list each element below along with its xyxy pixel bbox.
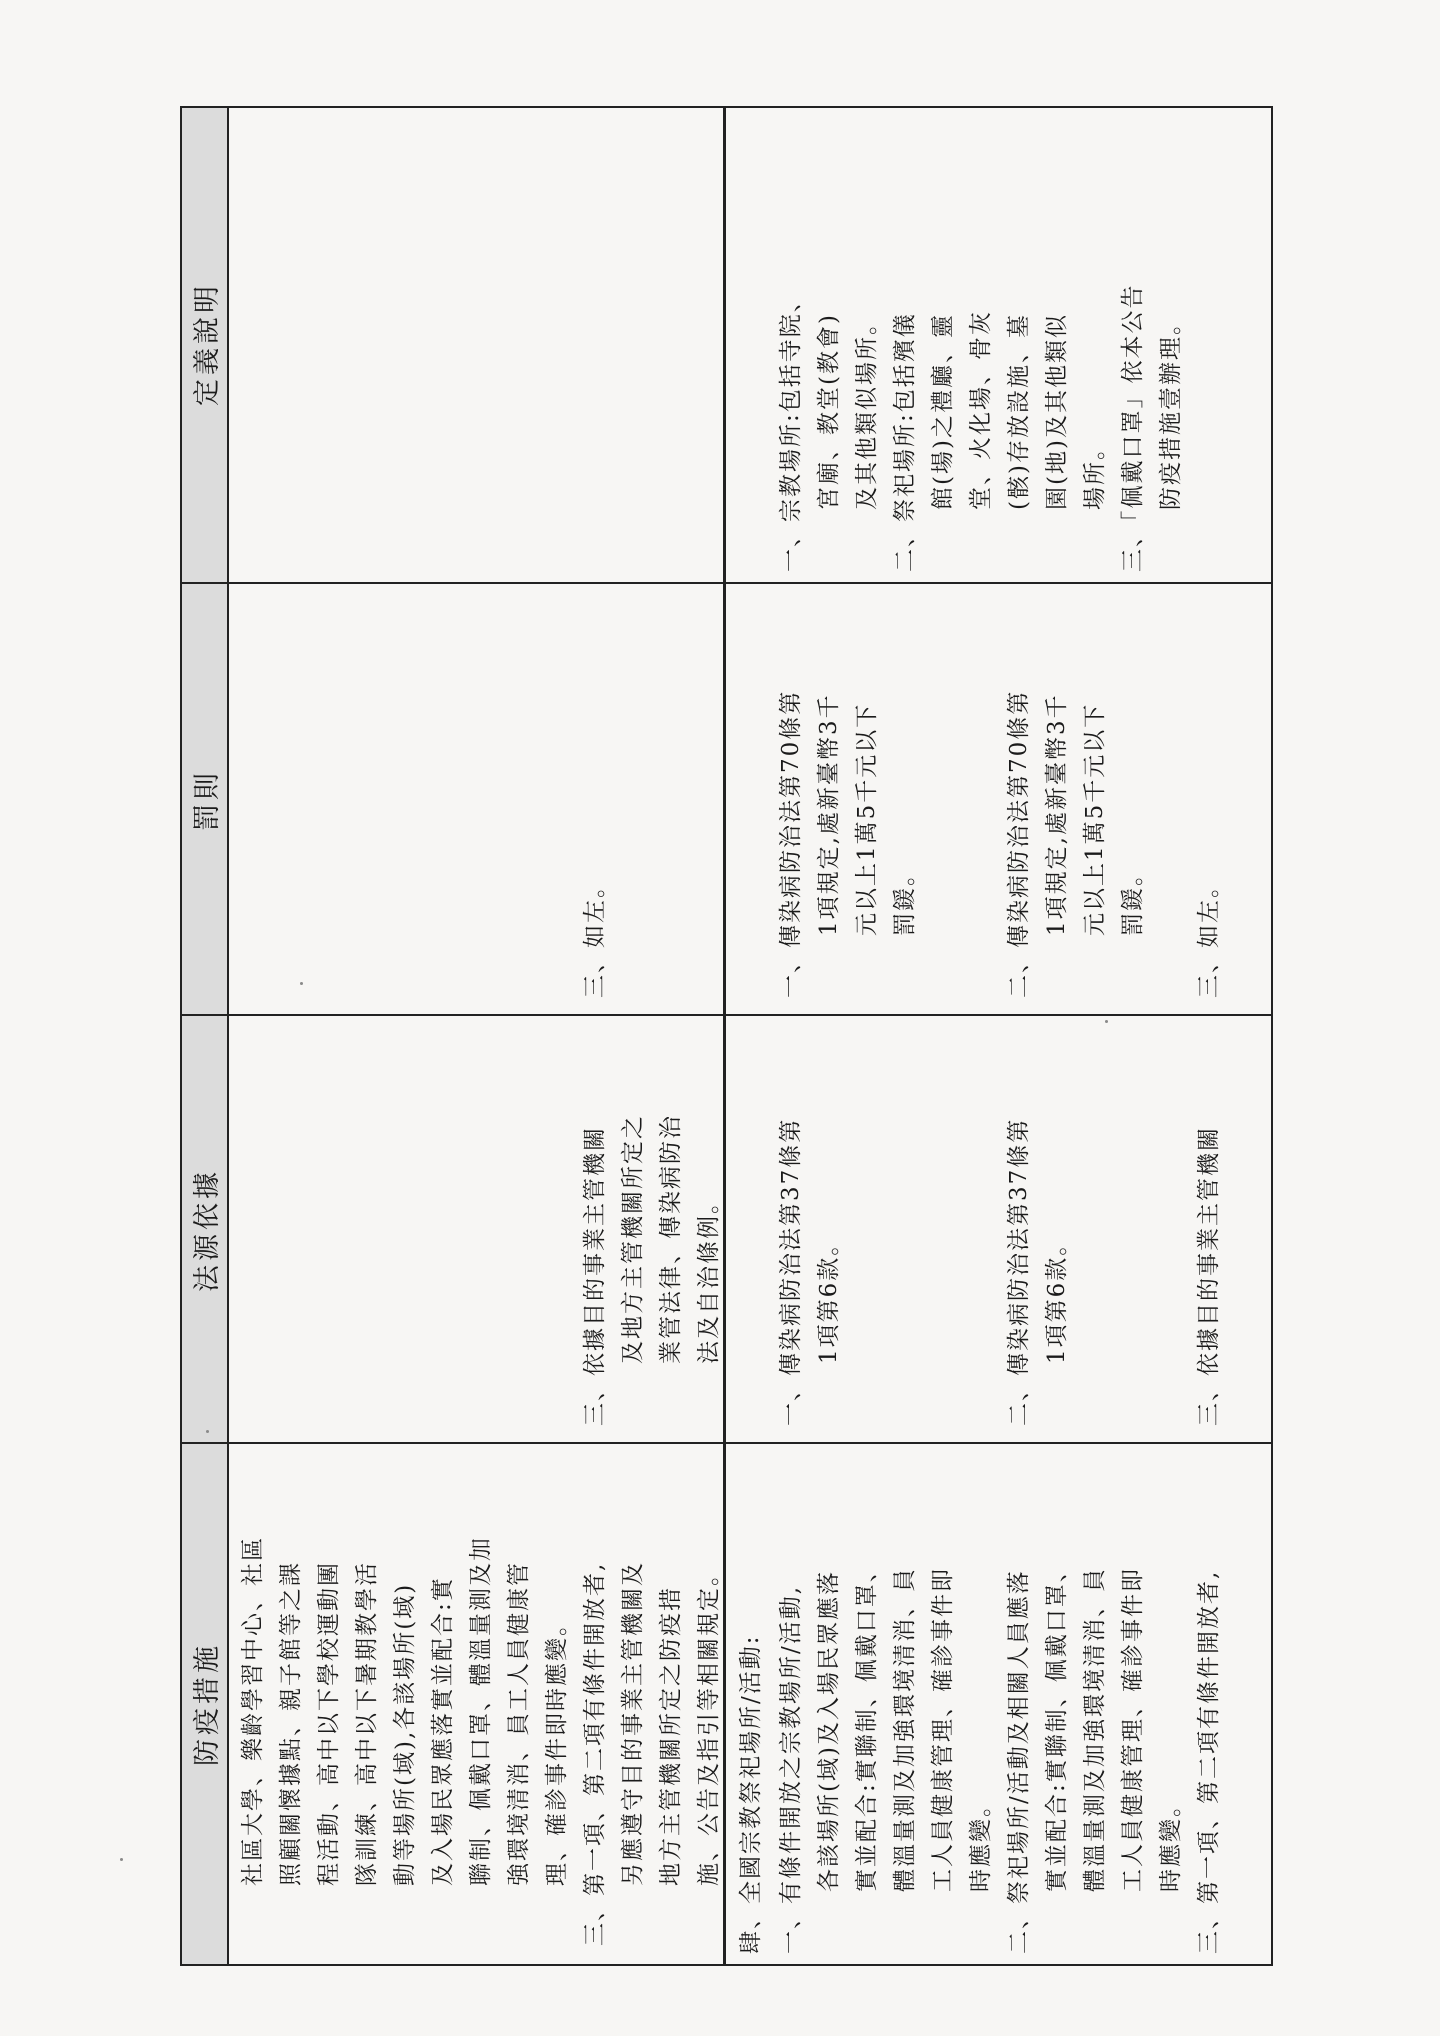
legal-basis-line: 1項第6款。	[1044, 1230, 1070, 1364]
definition-item-2: 二、祭祀場所:包括殯儀	[892, 312, 918, 572]
measure-line: 另應遵守目的事業主管機關及	[620, 1561, 646, 1886]
row1-measures-cell	[234, 1450, 728, 1946]
measure-line: 社區大學、樂齡學習中心、社區	[240, 1536, 266, 1886]
penalty-item-3: 三、如左。	[582, 873, 608, 998]
measure-line: 程活動、高中以下學校運動團	[316, 1561, 342, 1886]
legal-basis-item-2: 二、傳染病防治法第37條第	[1006, 1117, 1032, 1426]
spacer	[848, 1022, 886, 1426]
definition-item-1: 一、宗教場所:包括寺院、	[778, 287, 804, 572]
definition-line: 及其他類似場所。	[854, 310, 880, 510]
definition-line: 館(場)之禮廳、靈	[930, 313, 956, 510]
definition-line: 宮廟、教堂(教會)	[816, 313, 842, 510]
penalty-line: 1項規定,處新臺幣3千	[816, 693, 842, 936]
legal-basis-line: 1項第6款。	[816, 1230, 842, 1364]
header-measures: 防疫措施	[192, 1642, 223, 1766]
definition-line: 園(地)及其他類似	[1044, 313, 1070, 510]
legal-basis-item-3: 三、依據目的事業主管機關	[1196, 1126, 1222, 1426]
measure-line: 實並配合:實聯制、佩戴口罩、	[854, 1557, 880, 1892]
spacer	[1076, 1022, 1114, 1426]
definition-line: 堂、火化場、骨灰	[968, 310, 994, 510]
measure-line: 照顧關懷據點、親子館等之課	[278, 1561, 304, 1886]
measure-line: 理、確診事件即時應變。	[544, 1611, 570, 1886]
row1-legal-basis-cell	[576, 1022, 728, 1426]
measure-line: 聯制、佩戴口罩、體溫量測及加	[468, 1536, 494, 1886]
measure-line: 實並配合:實聯制、佩戴口罩、	[1044, 1557, 1070, 1892]
penalty-item-2: 二、傳染病防治法第70條第	[1006, 689, 1032, 998]
measure-line: 強環境清消、員工人員健康管	[506, 1561, 532, 1886]
penalty-line: 元以上1萬5千元以下	[1082, 702, 1108, 936]
spacer	[1152, 594, 1190, 998]
spacer	[962, 594, 1000, 998]
scan-speck	[120, 1858, 123, 1861]
penalty-line: 元以上1萬5千元以下	[854, 702, 880, 936]
measure-line: 施、公告及指引等相關規定。	[696, 1561, 722, 1886]
header-definition: 定義說明	[192, 282, 223, 406]
measure-line: 體溫量測及加強環境清消、員	[892, 1567, 918, 1892]
spacer	[1114, 1022, 1152, 1426]
measure-line: 隊訓練、高中以下暑期教學活	[354, 1561, 380, 1886]
measure-line: 及入場民眾應落實並配合:實	[430, 1576, 456, 1886]
legal-basis-line: 業管法律、傳染病防治	[658, 1114, 684, 1364]
measure-item-3: 三、第一項、第二項有條件開放者,	[582, 1561, 608, 1946]
header-penalty: 罰則	[192, 769, 223, 831]
scan-speck	[1105, 1020, 1108, 1023]
spacer	[886, 1022, 924, 1426]
column-divider	[182, 1442, 1271, 1444]
row2-penalty-cell	[772, 594, 1228, 998]
column-divider	[182, 582, 1271, 584]
row2-legal-basis-cell	[772, 1022, 1228, 1426]
penalty-line: 罰鍰。	[892, 861, 918, 936]
legal-basis-line: 及地方主管機關所定之	[620, 1114, 646, 1364]
definition-line: (骸)存放設施、墓	[1006, 313, 1032, 510]
row2-measures-cell	[772, 1448, 1228, 1954]
penalty-item-3: 三、如左。	[1196, 873, 1222, 998]
spacer	[924, 594, 962, 998]
spacer	[924, 1022, 962, 1426]
measures-table	[180, 106, 1273, 1966]
measure-item-2: 二、祭祀場所/活動及相關人員應落	[1006, 1569, 1032, 1954]
measure-line: 動等場所(域),各該場所(域)	[392, 1582, 418, 1886]
legal-basis-item-3: 三、依據目的事業主管機關	[582, 1126, 608, 1426]
scan-speck	[300, 982, 303, 985]
header-divider	[227, 108, 229, 1964]
measure-line: 體溫量測及加強環境清消、員	[1082, 1567, 1108, 1892]
definition-item-3: 三、「佩戴口罩」依本公告	[1120, 283, 1146, 572]
scan-speck	[206, 1430, 209, 1433]
measure-line: 地方主管機關所定之防疫措	[658, 1586, 684, 1886]
measure-line: 時應變。	[1158, 1792, 1184, 1892]
measure-line: 工人員健康管理、確診事件即	[1120, 1567, 1146, 1892]
definition-line: 防疫措施壹辦理。	[1158, 310, 1184, 510]
spacer	[962, 1022, 1000, 1426]
penalty-item-1: 一、傳染病防治法第70條第	[778, 689, 804, 998]
column-divider	[182, 1014, 1271, 1016]
spacer	[1152, 1022, 1190, 1426]
legal-basis-item-1: 一、傳染病防治法第37條第	[778, 1117, 804, 1426]
section-title-religious-venues: 肆、全國宗教祭祀場所/活動:	[738, 1634, 764, 1954]
legal-basis-line: 法及自治條例。	[696, 1189, 722, 1364]
measure-item-1: 一、有條件開放之宗教場所/活動,	[778, 1584, 804, 1954]
measure-line: 時應變。	[968, 1792, 994, 1892]
penalty-line: 1項規定,處新臺幣3千	[1044, 693, 1070, 936]
penalty-line: 罰鍰。	[1120, 861, 1146, 936]
measure-line: 工人員健康管理、確診事件即	[930, 1567, 956, 1892]
row2-definition-cell	[772, 110, 1190, 572]
definition-line: 場所。	[1082, 435, 1108, 510]
measure-item-3: 三、第一項、第二項有條件開放者,	[1196, 1569, 1222, 1954]
header-legal-basis: 法源依據	[192, 1168, 223, 1292]
row1-penalty-cell	[576, 594, 614, 998]
measure-line: 各該場所(域)及入場民眾應落	[816, 1570, 842, 1892]
